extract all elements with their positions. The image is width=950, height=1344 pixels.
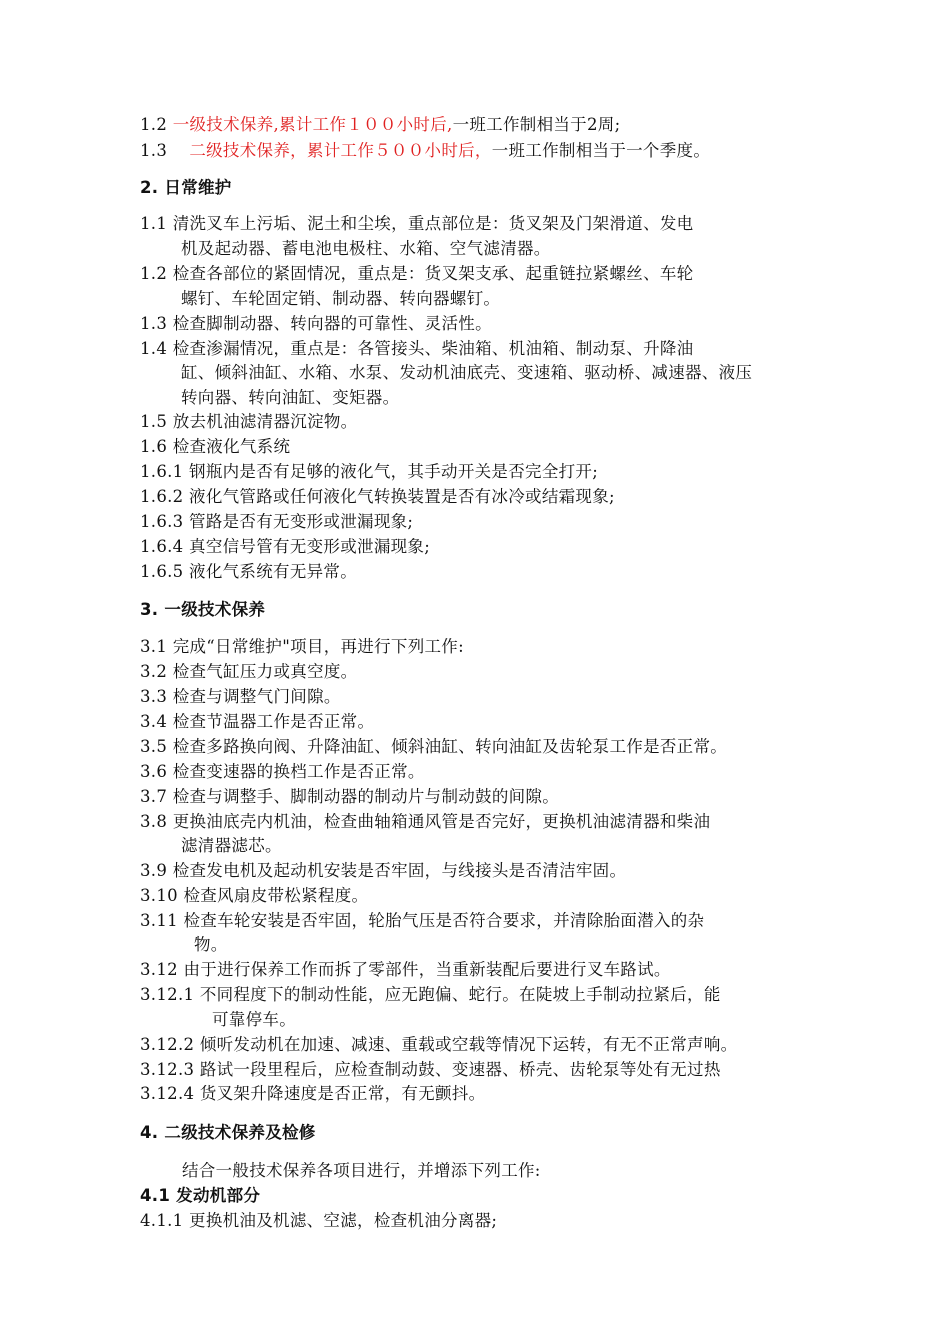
paragraph: 结合一般技术保养各项目进行，并增添下列工作: xyxy=(182,1161,541,1180)
item-text: 一班工作制相当于一个季度。 xyxy=(491,141,711,160)
item-number: 1.2 xyxy=(140,115,168,134)
list-item-continuation: 物。 xyxy=(194,935,228,954)
intro-line-1 xyxy=(140,114,620,136)
list-item: 3.5 检查多路换向阀、升降油缸、倾斜油缸、转向油缸及齿轮泵工作是否正常。 xyxy=(140,737,728,756)
list-item: 3.12.2 倾听发动机在加速、减速、重载或空载等情况下运转，有无不正常声响。 xyxy=(140,1035,738,1054)
highlight-text: 二级技术保养，累计工作５００小时后， xyxy=(189,141,492,160)
item-number: 1.3 xyxy=(140,141,168,160)
list-item: 3.11 检查车轮安装是否牢固，轮胎气压是否符合要求，并清除胎面潜入的杂 xyxy=(140,911,705,930)
list-item-continuation: 螺钉、车轮固定销、制动器、转向器螺钉。 xyxy=(181,289,501,308)
list-item: 3.10 检查风扇皮带松紧程度。 xyxy=(140,886,369,905)
list-item: 3.1 完成“日常维护"项目，再进行下列工作: xyxy=(140,637,464,656)
list-item-continuation: 缸、倾斜油缸、水箱、水泵、发动机油底壳、变速箱、驱动桥、减速器、液压 xyxy=(181,363,753,382)
intro-line-2 xyxy=(140,140,710,162)
list-item: 1.6.3 管路是否有无变形或泄漏现象; xyxy=(140,512,414,531)
list-item: 1.1 清洗叉车上污垢、泥土和尘埃，重点部位是：货叉架及门架滑道、发电 xyxy=(140,214,694,233)
list-item-continuation: 转向器、转向油缸、变矩器。 xyxy=(181,388,400,407)
list-item: 3.6 检查变速器的换档工作是否正常。 xyxy=(140,762,425,781)
highlight-text: 一级技术保养,累计工作１００小时后, xyxy=(172,115,453,134)
list-item: 3.12.3 路试一段里程后，应检查制动鼓、变速器、桥壳、齿轮泵等处有无过热 xyxy=(140,1060,721,1079)
section-heading: 4. 二级技术保养及检修 xyxy=(140,1123,316,1142)
list-item: 3.4 检查节温器工作是否正常。 xyxy=(140,712,375,731)
item-text: 一班工作制相当于2周; xyxy=(452,115,621,134)
list-item-continuation: 机及起动器、蓄电池电极柱、水箱、空气滤清器。 xyxy=(181,239,551,258)
list-item: 3.12.1 不同程度下的制动性能，应无跑偏、蛇行。在陡坡上手制动拉紧后，能 xyxy=(140,985,721,1004)
subsection-heading: 4.1 发动机部分 xyxy=(140,1186,261,1205)
list-item: 1.6.5 液化气系统有无异常。 xyxy=(140,562,358,581)
list-item-continuation: 可靠停车。 xyxy=(212,1010,296,1029)
list-item: 1.6.2 液化气管路或任何液化气转换装置是否有冰冷或结霜现象; xyxy=(140,487,615,506)
list-item: 1.6.4 真空信号管有无变形或泄漏现象; xyxy=(140,537,431,556)
list-item: 3.3 检查与调整气门间隙。 xyxy=(140,687,341,706)
list-item: 3.8 更换油底壳内机油，检查曲轴箱通风管是否完好，更换机油滤清器和柴油 xyxy=(140,812,711,831)
section-heading: 2. 日常维护 xyxy=(140,178,232,197)
list-item: 1.6.1 钢瓶内是否有足够的液化气，其手动开关是否完全打开; xyxy=(140,462,599,481)
list-item: 3.12 由于进行保养工作而拆了零部件，当重新装配后要进行叉车路试。 xyxy=(140,960,671,979)
list-item: 3.2 检查气缸压力或真空度。 xyxy=(140,662,358,681)
list-item: 1.6 检查液化气系统 xyxy=(140,437,291,456)
list-item: 3.7 检查与调整手、脚制动器的制动片与制动鼓的间隙。 xyxy=(140,787,560,806)
list-item: 1.4 检查渗漏情况，重点是：各管接头、柴油箱、机油箱、制动泵、升降油 xyxy=(140,339,694,358)
list-item: 4.1.1 更换机油及机滤、空滤，检查机油分离器; xyxy=(140,1211,498,1230)
list-item-continuation: 滤清器滤芯。 xyxy=(181,836,282,855)
list-item: 1.3 检查脚制动器、转向器的可靠性、灵活性。 xyxy=(140,314,492,333)
list-item: 3.12.4 货叉架升降速度是否正常，有无颤抖。 xyxy=(140,1084,486,1103)
list-item: 3.9 检查发电机及起动机安装是否牢固，与线接头是否清洁牢固。 xyxy=(140,861,627,880)
list-item: 1.5 放去机油滤清器沉淀物。 xyxy=(140,412,358,431)
list-item: 1.2 检查各部位的紧固情况，重点是：货叉架支承、起重链拉紧螺丝、车轮 xyxy=(140,264,694,283)
section-heading: 3. 一级技术保养 xyxy=(140,600,266,619)
